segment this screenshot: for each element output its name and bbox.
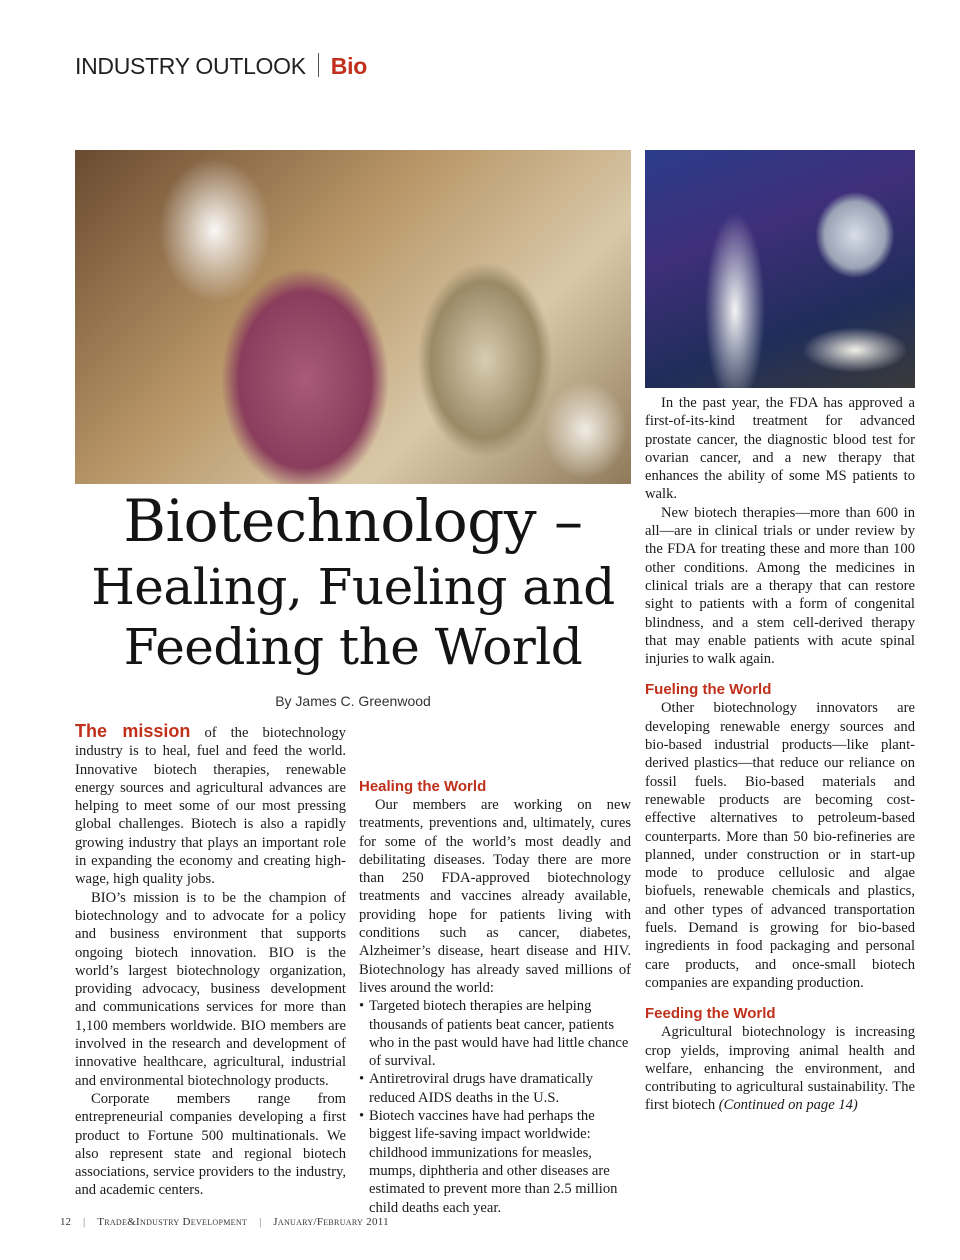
page-number: 12 xyxy=(60,1216,71,1228)
paragraph-intro xyxy=(75,722,346,889)
heading-fueling: Fueling the World xyxy=(645,681,772,699)
publication-name: Trade&Industry Development xyxy=(97,1216,248,1228)
column-2 xyxy=(359,722,631,1217)
continued-link[interactable]: (Continued on page 14) xyxy=(718,1097,858,1114)
list-item: • Antiretroviral drugs have dramatically reduced AIDS deaths in the U.S. xyxy=(359,1071,594,1106)
list-item: • Targeted biotech therapies are helping thousands of patients beat cancer, patients who in the past would have had little chance of survival. xyxy=(359,998,629,1070)
section-label: INDUSTRY OUTLOOK xyxy=(75,53,306,79)
page-footer: 12 | Trade&Industry Development | January/February 2011 xyxy=(60,1216,389,1228)
list-item: • Biotech vaccines have had perhaps the biggest life-saving impact worldwide: childhood immunizations for measles, mumps, diphtheria and other diseases are estimated to prevent more than 2.5 million child deaths each year. xyxy=(359,1108,618,1216)
lab-workers-photo xyxy=(75,150,631,484)
page-header xyxy=(75,53,367,80)
paragraph-pipeline: New biotech therapies—more than 600 in all—are in clinical trials or under review by the FDA for treating these and more than 100 other conditions. Among the medicines in clinical trials are a therapy that can restore sight to patients with a form of congenital blindness, and a stem cell-derived therapy that may enable patients with acute spinal injuries to walk again. xyxy=(645,504,915,668)
paragraph-feeding: Agricultural biotechnology is increasing crop yields, improving animal health and welfare, enhancing the environment, and contributing to agricultural sustainability. The first biotech (Continued on page 14) xyxy=(645,1024,915,1114)
bullet-list xyxy=(359,997,631,1217)
paragraph-healing: Our members are working on new treatments, preventions and, ultimately, cures for some of the world’s most deadly and debilitating diseases. Today there are more than 250 FDA-approved biotechnology treatments and vaccines already available, providing hope for patients living with conditions such as cancer, diabetes, Alzheimer’s disease, heart disease and HIV. Biotechnology has already saved millions of lives around the world: xyxy=(359,797,631,996)
vat-worker-photo xyxy=(645,150,915,388)
intro-text: of the biotechnology industry is to heal, fuel and feed the world. Innovative biotech therapies, renewable energy sources and agricultural advances are helping to meet some of our most pressing global challenges. Biotech is also a rapidly growing industry that plays an important role in expanding the economy and creating high-wage, high quality jobs. xyxy=(75,725,346,888)
article-title-line-3: Feeding the World xyxy=(123,618,583,676)
issue-date: January/February 2011 xyxy=(273,1216,389,1228)
lead-in: The mission xyxy=(75,721,191,741)
paragraph-fda: In the past year, the FDA has approved a first-of-its-kind treatment for advanced prostate cancer, the diagnostic blood test for ovarian cancer, and a new therapy that enhances the ability of some MS patients to walk. xyxy=(645,395,915,503)
article-title-line-1: Biotechnology – xyxy=(123,487,583,555)
byline: By James C. Greenwood xyxy=(275,693,431,709)
paragraph-mission: BIO’s mission is to be the champion of biotechnology and to advocate for a policy and business environment that supports ongoing biotech innovation. BIO is the world’s largest biotechnology organization, providing advocacy, business development and communications services for more than 1,100 members worldwide. BIO members are involved in the research and development of innovative healthcare, agricultural, industrial and environmental biotechnology products. xyxy=(75,889,346,1089)
paragraph-fueling: Other biotechnology innovators are developing renewable energy sources and bio-based industrial products—like plant-derived plastics—that reduce our reliance on fossil fuels. Bio-based materials and renewable products are becoming cost-effective alternatives to petroleum-based counterparts. More than 50 bio-refineries are planned, under construction or in start-up mode to produce cellulosic and algae biofuels, renewable chemicals and plastics, and other types of advanced transportation fuels. Demand is growing for bio-based ingredients in food packaging and personal care products, and once-small biotech companies are expanding production. xyxy=(645,700,915,991)
column-1 xyxy=(75,722,346,1200)
heading-healing: Healing the World xyxy=(359,778,487,795)
heading-feeding: Feeding the World xyxy=(645,1005,776,1023)
article-title-line-2: Healing, Fueling and xyxy=(91,558,615,616)
column-3 xyxy=(645,394,915,1115)
paragraph-members: Corporate members range from entrepreneurial companies developing a first product to Fortune 500 multinationals. We also represent state and regional biotech associations, service providers to the industry, and academic centers. xyxy=(75,1090,346,1199)
header-divider xyxy=(318,53,319,77)
subsection-label: Bio xyxy=(330,53,367,79)
